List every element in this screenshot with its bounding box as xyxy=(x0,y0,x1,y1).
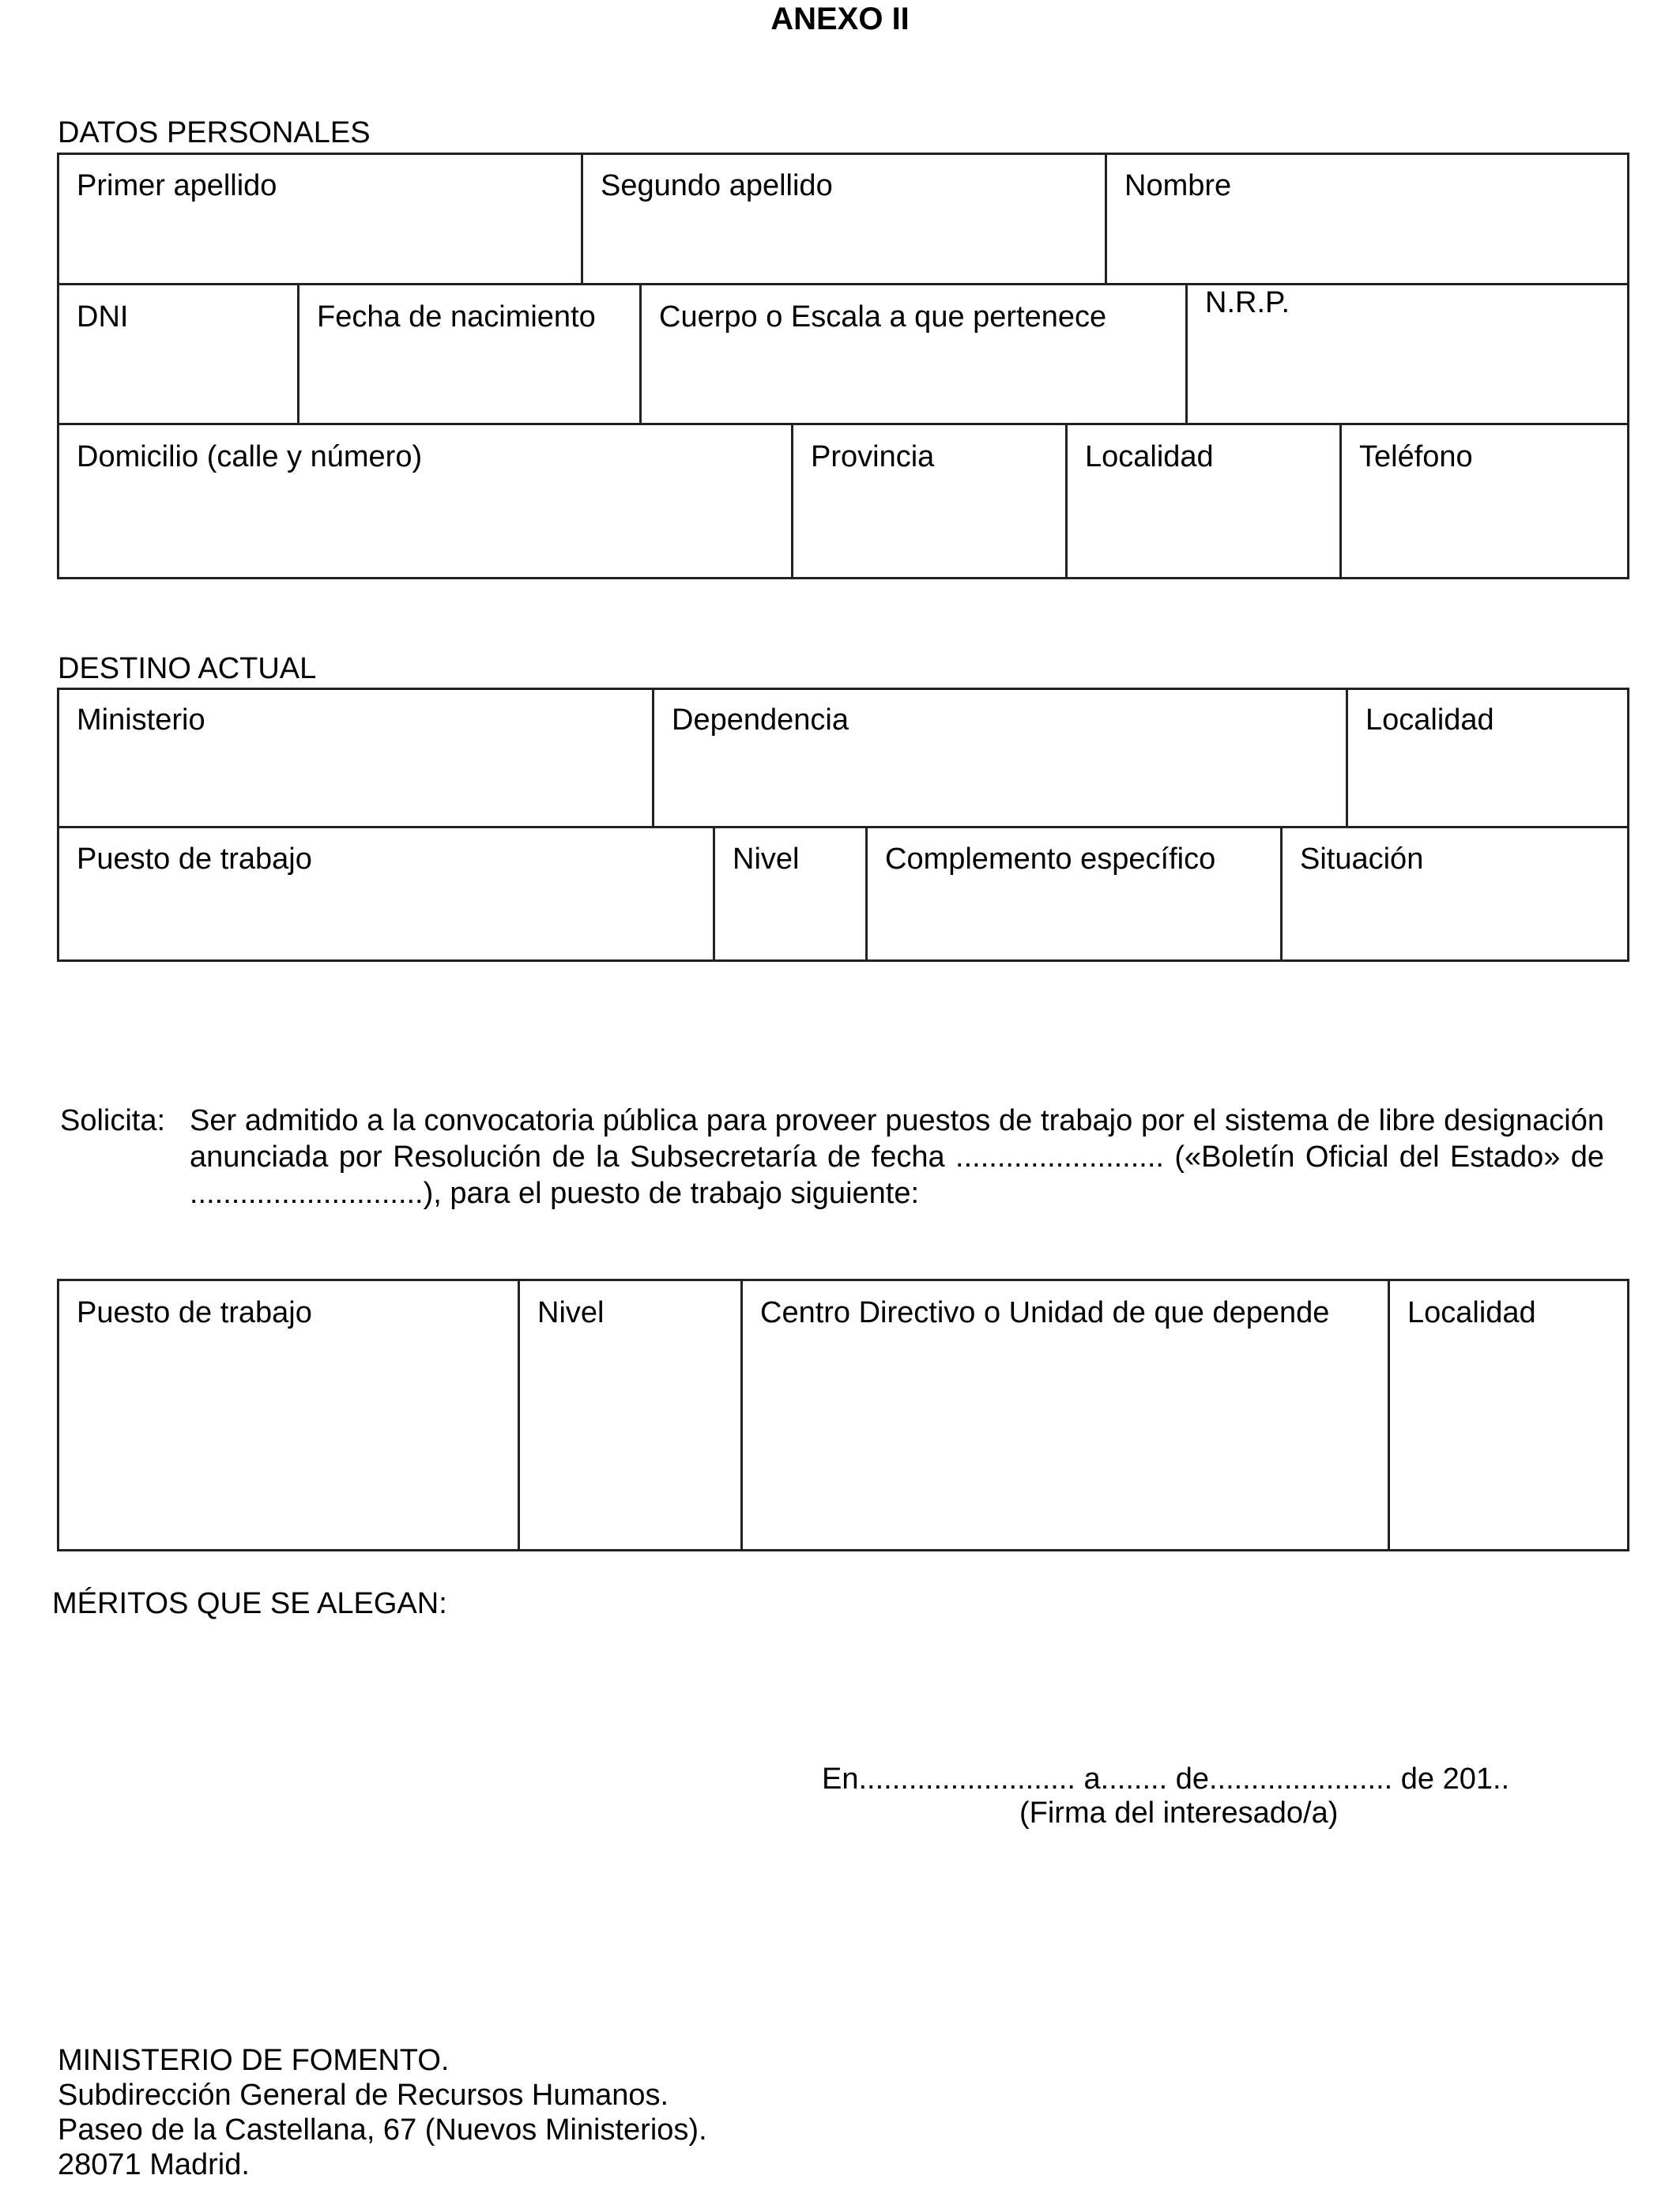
field-solicitado-puesto[interactable]: Puesto de trabajo xyxy=(77,1296,312,1329)
field-solicitado-localidad[interactable]: Localidad xyxy=(1407,1296,1536,1329)
column-divider xyxy=(639,283,642,424)
column-divider xyxy=(1346,688,1348,827)
field-fecha-nacimiento[interactable]: Fecha de nacimiento xyxy=(317,300,596,334)
field-solicitado-nivel[interactable]: Nivel xyxy=(537,1296,605,1329)
address-block xyxy=(58,2043,707,2182)
address-line-1: MINISTERIO DE FOMENTO. xyxy=(58,2044,450,2077)
column-divider xyxy=(297,283,299,424)
date-line: En.......................... a........ de...................... de 201.. xyxy=(822,1762,1510,1796)
field-nombre[interactable]: Nombre xyxy=(1124,169,1232,202)
column-divider xyxy=(652,688,654,827)
column-divider xyxy=(791,423,793,579)
field-puesto-trabajo[interactable]: Puesto de trabajo xyxy=(77,843,312,876)
column-divider xyxy=(1065,423,1068,579)
field-cuerpo-escala[interactable]: Cuerpo o Escala a que pertenece xyxy=(659,300,1107,334)
column-divider xyxy=(581,153,583,285)
address-line-2: Subdirección General de Recursos Humanos. xyxy=(58,2079,669,2112)
column-divider xyxy=(518,1279,520,1551)
field-segundo-apellido[interactable]: Segundo apellido xyxy=(601,169,833,202)
field-ministerio[interactable]: Ministerio xyxy=(77,703,205,737)
field-nivel[interactable]: Nivel xyxy=(733,843,800,876)
column-divider xyxy=(1388,1279,1390,1551)
field-primer-apellido[interactable]: Primer apellido xyxy=(77,169,277,202)
field-situacion[interactable]: Situación xyxy=(1300,843,1424,876)
column-divider xyxy=(1185,283,1188,424)
column-divider xyxy=(1280,826,1283,962)
meritos-heading: MÉRITOS QUE SE ALEGAN: xyxy=(52,1587,447,1620)
column-divider xyxy=(1105,153,1107,285)
field-provincia[interactable]: Provincia xyxy=(811,440,935,473)
signature-caption: (Firma del interesado/a) xyxy=(1019,1796,1339,1830)
address-line-3: Paseo de la Castellana, 67 (Nuevos Ministerios). xyxy=(58,2113,707,2147)
column-divider xyxy=(740,1279,743,1551)
row-divider xyxy=(57,283,1629,285)
field-localidad[interactable]: Localidad xyxy=(1085,440,1214,473)
solicita-label: Solicita: xyxy=(60,1104,166,1137)
field-dni[interactable]: DNI xyxy=(77,300,129,334)
field-telefono[interactable]: Teléfono xyxy=(1359,440,1473,473)
field-nrp[interactable]: N.R.P. xyxy=(1205,286,1290,319)
section-heading-destino-actual: DESTINO ACTUAL xyxy=(58,652,317,685)
personal-table-border xyxy=(57,153,1629,579)
row-divider xyxy=(57,826,1629,828)
field-complemento-especifico[interactable]: Complemento específico xyxy=(885,843,1216,876)
page-title: ANEXO II xyxy=(770,2,910,36)
field-destino-localidad[interactable]: Localidad xyxy=(1365,703,1494,737)
field-domicilio[interactable]: Domicilio (calle y número) xyxy=(77,440,423,473)
section-heading-datos-personales: DATOS PERSONALES xyxy=(58,116,371,149)
field-dependencia[interactable]: Dependencia xyxy=(672,703,849,737)
solicita-text: Ser admitido a la convocatoria pública para proveer puestos de trabajo por el sistema de libre designación anunciada por Resolución de la Subsecretaría de fecha ......................... («Boletín Oficial del Estado» de ............................), para el puesto de trabajo siguiente: xyxy=(190,1104,1604,1210)
column-divider xyxy=(1339,423,1342,579)
address-line-4: 28071 Madrid. xyxy=(58,2148,250,2181)
column-divider xyxy=(865,826,868,962)
row-divider xyxy=(57,423,1629,425)
column-divider xyxy=(713,826,715,962)
field-solicitado-centro[interactable]: Centro Directivo o Unidad de que depende xyxy=(760,1296,1330,1329)
